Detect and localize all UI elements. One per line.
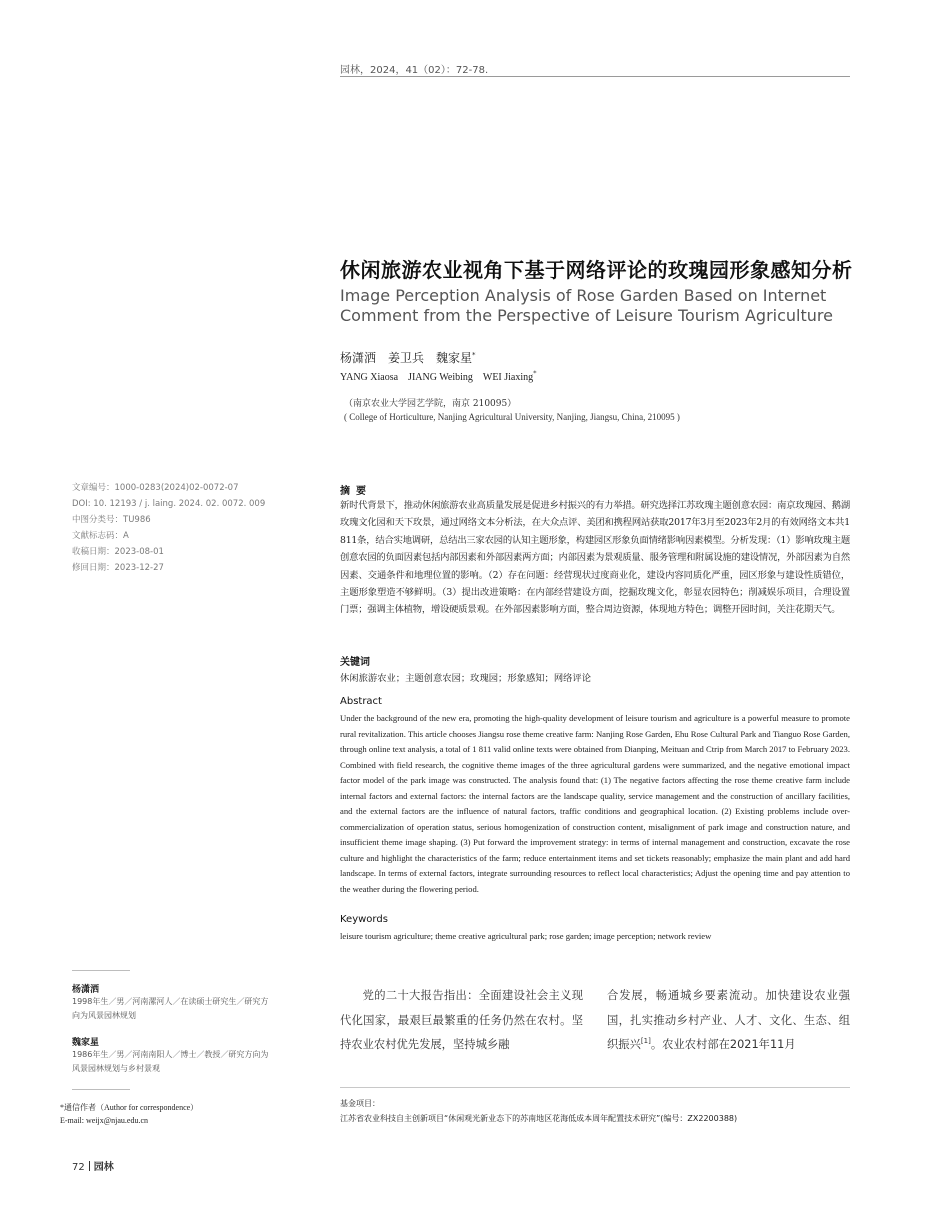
article-number: 文章编号：1000-0283(2024)02-0072-07	[72, 483, 239, 493]
corresponding-mark: *	[472, 351, 476, 359]
correspondence-note	[60, 1101, 198, 1127]
authors-chinese	[340, 349, 476, 366]
bio-text: 1998年生／男／河南漯河人／在读硕士研究生／研究方向为风景园林规划	[72, 997, 269, 1020]
author-names-zh: 杨潇洒 姜卫兵 魏家星	[340, 351, 473, 365]
keywords-heading-zh: 关键词	[340, 657, 370, 668]
page-footer	[72, 1158, 114, 1173]
abstract-chinese: 新时代背景下，推动休闲旅游农业高质量发展是促进乡村振兴的有力举措。研究选择江苏玫瑰主题创意农园：南京玫瑰园、鹅湖玫瑰文化园和天下玫景，通过网络文本分析法，在大众点评、美团和携程网站获取2017年3月至2023年2月的有效网络文本共1 811条，结合实地调研，总结出三家农园的认知主题形象，构建园区形象负面情绪影响因素模型。分析发现：（1）影响玫瑰主题创意农园的负面因素包括内部因素和外部因素两方面；内部因素为景观质量、服务管理和附属设施的建设情况，外部因素为自然因素、交通条件和地理位置的影响。（2）存在问题：经营现状过度商业化，建设内容同质化严重，园区形象与建设性质错位，主题形象塑造不够鲜明。（3）提出改进策略：在内部经营建设方面，挖掘玫瑰文化，彰显农园特色；削减娱乐项目，合理设置门票；强调主体植物，增设硬质景观。在外部因素影响方面，整合周边资源，体现地方特色；调整开园时间，关注花期天气。	[340, 500, 850, 616]
body-text: 合发展，畅通城乡要素流动。加快建设农业强国，扎实推动乡村产业、人才、文化、生态、组织振兴	[607, 989, 850, 1051]
keywords-chinese: 休闲旅游农业；主题创意农园；玫瑰园；形象感知；网络评论	[340, 673, 592, 684]
correspondence-label: *通信作者（Author for correspondence）	[60, 1103, 199, 1112]
abstract-english: Under the background of the new era, promoting the high-quality development of leisure tourism and agriculture is a powerful measure to promote rural revitalization. This article chooses Jiangsu rose theme creative farm: Nanjing Rose Garden, Ehu Rose Cultural Park and Tianguo Rose Garden, through online text analysis, a total of 1 811 valid online texts were obtained from Dianping, Meituan and Ctrip from March 2017 to February 2023. Combined with field research, the cognitive theme images of the three agricultural gardens were summarized, and the negative emotional impact factor model of the park image was constructed. The analysis found that: (1) The negative factors affecting the rose theme creative farm include internal factors and external factors: the internal factors are the landscape quality, service management and the construction of ancillary facilities, and the external factors are the influence of natural factors, traffic conditions and geographical location. (2) Existing problems include over-commercialization of operation status, serious homogenization of construction content, misalignment of park image and construction nature, and insufficient theme image shaping. (3) Put forward the improvement strategy: in terms of internal management and construction, excavate the rose culture and highlight the characteristics of the farm; reduce entertainment items and set tickets reasonably; emphasize the main plant and add hard landscape. In terms of external factors, integrate surrounding resources to reflect local characteristics; Adjust the opening time and pay attention to the weather during the flowering period.	[340, 713, 850, 894]
funding-text: 江苏省农业科技自主创新项目“休闲观光新业态下的苏南地区花海低成本周年配置技术研究”(编号：ZX2200388)	[340, 1114, 738, 1123]
keywords-heading-en: Keywords	[340, 914, 388, 925]
clc-number: 中图分类号：TU986	[72, 515, 151, 525]
journal-citation: 园林，2024，41（02）：72-78.	[340, 65, 489, 76]
funding-heading: 基金项目：	[340, 1099, 380, 1108]
body-column-left: 党的二十大报告指出：全面建设社会主义现代化国家，最艰巨最繁重的任务仍然在农村。坚持农业农村优先发展，坚持城乡融	[340, 989, 583, 1051]
title-english: Image Perception Analysis of Rose Garden Based on Internet Comment from the Perspective of Leisure Tourism Agriculture	[340, 286, 833, 325]
article-metadata	[72, 480, 322, 576]
revised-date: 修回日期：2023-12-27	[72, 563, 164, 573]
affiliation-english: ( College of Horticulture, Nanjing Agricultural University, Nanjing, Jiangsu, China, 210095 )	[344, 412, 680, 422]
body-column-right	[607, 984, 850, 1058]
keywords-english: leisure tourism agriculture; theme creative agricultural park; rose garden; image perception; network review	[340, 931, 712, 941]
bio-divider-bottom	[72, 1089, 130, 1090]
header-divider	[340, 76, 850, 77]
bio-divider-top	[72, 970, 130, 971]
journal-logo: 园林	[93, 1162, 114, 1173]
document-code: 文献标志码：A	[72, 531, 129, 541]
title-chinese: 休闲旅游农业视角下基于网络评论的玫瑰园形象感知分析	[340, 258, 853, 282]
bio-name: 杨潇洒	[72, 985, 100, 995]
correspondence-email: E-mail: weijx@njau.edu.cn	[60, 1116, 149, 1125]
page-number: 72	[72, 1162, 85, 1173]
reference-marker: [1]	[640, 1037, 651, 1046]
doi: DOI: 10. 12193 / j. laing. 2024. 02. 0072. 009	[72, 499, 266, 509]
received-date: 收稿日期：2023-08-01	[72, 547, 164, 557]
bio-name: 魏家星	[72, 1038, 100, 1048]
affiliation-chinese: （南京农业大学园艺学院，南京 210095）	[344, 399, 517, 409]
abstract-heading-en: Abstract	[340, 696, 382, 707]
funding-divider	[340, 1087, 850, 1088]
bio-text: 1986年生／男／河南南阳人／博士／教授／研究方向为风景园林规划与乡村景观	[72, 1050, 269, 1073]
author-names-en: YANG Xiaosa JIANG Weibing WEI Jiaxing	[340, 372, 534, 383]
abstract-heading-zh: 摘要	[340, 486, 372, 497]
authors-english	[340, 368, 537, 383]
corresponding-mark-en: *	[533, 369, 537, 378]
footer-separator	[89, 1161, 90, 1171]
body-text: 。农业农村部在2021年11月	[650, 1038, 796, 1051]
